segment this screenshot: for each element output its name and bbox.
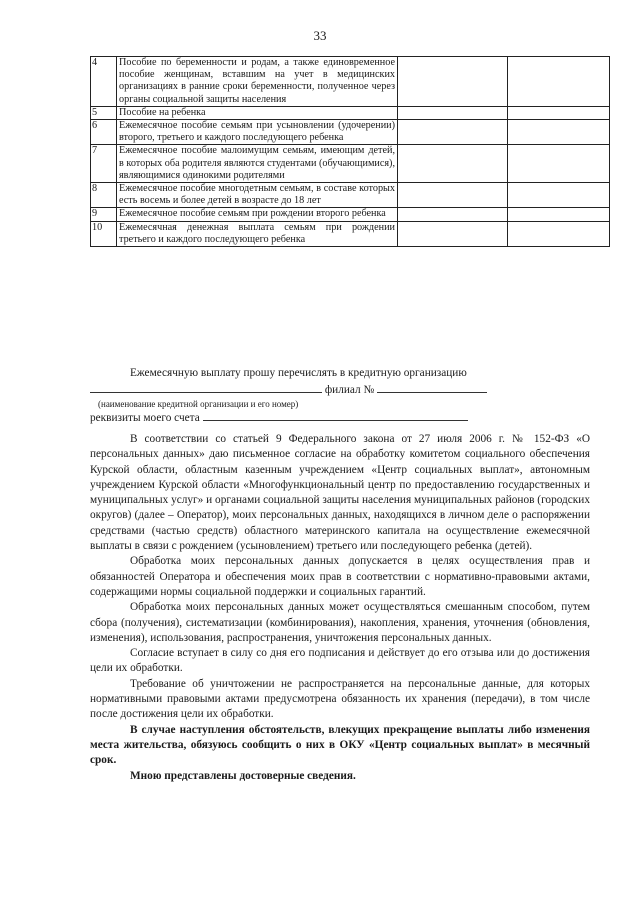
benefit-description: Ежемесячное пособие семьям при рождении второго ребенка	[117, 208, 398, 221]
table-row	[91, 120, 610, 145]
benefit-description: Ежемесячное пособие многодетным семьям, в составе которых есть восемь и более детей в возрасте до 18 лет	[117, 183, 398, 208]
answer-cell[interactable]	[508, 106, 610, 119]
row-number: 5	[91, 106, 117, 119]
bank-field-caption: (наименование кредитной организации и его номер)	[98, 398, 299, 409]
benefit-description: Пособие на ребенка	[117, 106, 398, 119]
bank-name-field[interactable]	[90, 382, 322, 393]
benefit-description: Ежемесячное пособие семьям при усыновлении (удочерении) второго, третьего и каждого последующего ребенка	[117, 120, 398, 145]
benefit-description: Ежемесячная денежная выплата семьям при рождении третьего и каждого последующего ребенка	[117, 221, 398, 246]
table-row	[91, 106, 610, 119]
payment-request-text: Ежемесячную выплату прошу перечислять в кредитную организацию	[130, 367, 467, 379]
answer-cell[interactable]	[508, 221, 610, 246]
account-details-field[interactable]	[203, 410, 468, 421]
account-label: реквизиты моего счета	[90, 411, 200, 424]
table-row	[91, 221, 610, 246]
consent-paragraph-6: В случае наступления обстоятельств, влекущих прекращение выплаты либо изменения места жительства, обязуюсь сообщить о них в ОКУ «Центр социальных выплат» в месячный срок.	[90, 723, 590, 767]
benefits-table	[90, 56, 610, 247]
answer-cell[interactable]	[398, 120, 508, 145]
consent-paragraph-5: Требование об уничтожении не распространяется на персональные данные, для которых нормативными правовыми актами предусмотрена обязанность их хранения (передачи), в том числе после достижения цели их обработки.	[90, 677, 590, 721]
row-number: 4	[91, 57, 117, 107]
answer-cell[interactable]	[398, 106, 508, 119]
branch-label: филиал №	[324, 384, 375, 397]
consent-paragraph-2: Обработка моих персональных данных допускается в целях осуществления прав и обязанностей Оператора и обеспечения моих прав в соответствии с нормативно-правовыми актами, содержащими нормы социальной поддержки и социальных гарантий.	[90, 555, 590, 598]
benefit-description: Ежемесячное пособие малоимущим семьям, имеющим детей, в которых оба родителя являются студентами (обучающимися), являющимися одинокими родителями	[117, 145, 398, 183]
page-number: 33	[313, 28, 327, 43]
answer-cell[interactable]	[398, 221, 508, 246]
answer-cell[interactable]	[398, 57, 508, 107]
row-number: 6	[91, 120, 117, 145]
answer-cell[interactable]	[398, 145, 508, 183]
consent-paragraph-3: Обработка моих персональных данных может осуществляться смешанным способом, путем сбора (получения), систематизации (комбинирования), накопления, хранения, уточнения (обновления, изменения), использования, распространения, уничтожения персональных данных.	[90, 601, 590, 644]
table-row	[91, 145, 610, 183]
consent-section	[90, 432, 590, 784]
consent-paragraph-4: Согласие вступает в силу со дня его подписания и действует до его отзыва или до достижения цели их обработки.	[90, 647, 590, 675]
payment-section	[90, 366, 590, 426]
answer-cell[interactable]	[508, 208, 610, 221]
answer-cell[interactable]	[508, 57, 610, 107]
table-row	[91, 208, 610, 221]
benefit-description: Пособие по беременности и родам, а также единовременное пособие женщинам, вставшим на учет в медицинских организациях в ранние сроки беременности, полученное через органы социальной защиты населения	[117, 57, 398, 107]
answer-cell[interactable]	[508, 120, 610, 145]
answer-cell[interactable]	[398, 183, 508, 208]
row-number: 10	[91, 221, 117, 246]
table-row	[91, 183, 610, 208]
branch-number-field[interactable]	[377, 382, 487, 393]
table-row	[91, 57, 610, 107]
answer-cell[interactable]	[508, 183, 610, 208]
row-number: 7	[91, 145, 117, 183]
row-number: 9	[91, 208, 117, 221]
row-number: 8	[91, 183, 117, 208]
consent-paragraph-1: В соответствии со статьей 9 Федерального закона от 27 июля 2006 г. № 152-ФЗ «О персональных данных» даю письменное согласие на обработку комитетом социального обеспечения Курской области, областным казенным учреждением «Центр социальных выплат», автономным учреждением Курской области «Многофункциональный центр по предоставлению государственных и муниципальных услуг» и органами социальной защиты населения муниципальных районов (городских округов) (далее – Оператор), моих персональных данных, находящихся в личном деле о распоряжении средствами (частью средств) областного материнского капитала на осуществление ежемесячной выплаты в связи с рождением (усыновлением) третьего или последующего ребенка (детей).	[90, 433, 590, 553]
consent-paragraph-7: Мною представлены достоверные сведения.	[130, 769, 356, 782]
answer-cell[interactable]	[508, 145, 610, 183]
answer-cell[interactable]	[398, 208, 508, 221]
